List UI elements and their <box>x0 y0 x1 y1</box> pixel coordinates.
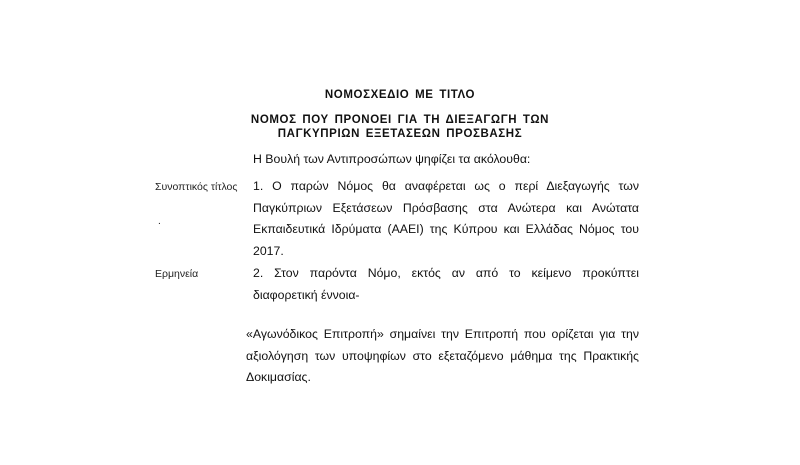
margin-mark: . <box>158 216 161 227</box>
bill-title <box>0 113 800 141</box>
document-heading: ΝΟΜΟΣΧΕΔΙΟ ΜΕ ΤΙΤΛΟ <box>324 89 476 101</box>
section-1-text: 1. Ο παρών Νόμος θα αναφέρεται ως ο περί Διεξαγωγής των Παγκύπριων Εξετάσεων Πρόσβασης στα Ανώτερα και Ανώτατα Εκπαιδευτικά Ιδρύματα (ΑΑΕΙ) της Κύπρου και Ελλάδας Νόμος του 2017. <box>253 179 639 258</box>
section-2-text: 2. Στον παρόντα Νόμο, εκτός αν από το κείμενο προκύπτει διαφορετική έννοια- <box>253 266 639 302</box>
bill-title-line-1: ΝΟΜΟΣ ΠΟΥ ΠΡΟΝΟΕΙ ΓΙΑ ΤΗ ΔΙΕΞΑΓΩΓΗ ΤΩΝ <box>250 114 550 126</box>
bill-title-line-2: ΠΑΓΚΥΠΡΙΩΝ ΕΞΕΤΑΣΕΩΝ ΠΡΟΣΒΑΣΗΣ <box>277 128 523 140</box>
margin-label-interpretation: Ερμηνεία <box>155 268 199 280</box>
margin-label-short-title: Συνοπτικός τίτλος <box>155 181 238 193</box>
enactment-clause: Η Βουλή των Αντιπροσώπων ψηφίζει τα ακόλουθα: <box>253 152 531 166</box>
definition-paragraph: «Αγωνόδικος Επιτροπή» σημαίνει την Επιτροπή που ορίζεται για την αξιολόγηση των υποψηφίων στο εξεταζόμενο μάθημα της Πρακτικής Δοκιμασίας. <box>246 327 639 384</box>
